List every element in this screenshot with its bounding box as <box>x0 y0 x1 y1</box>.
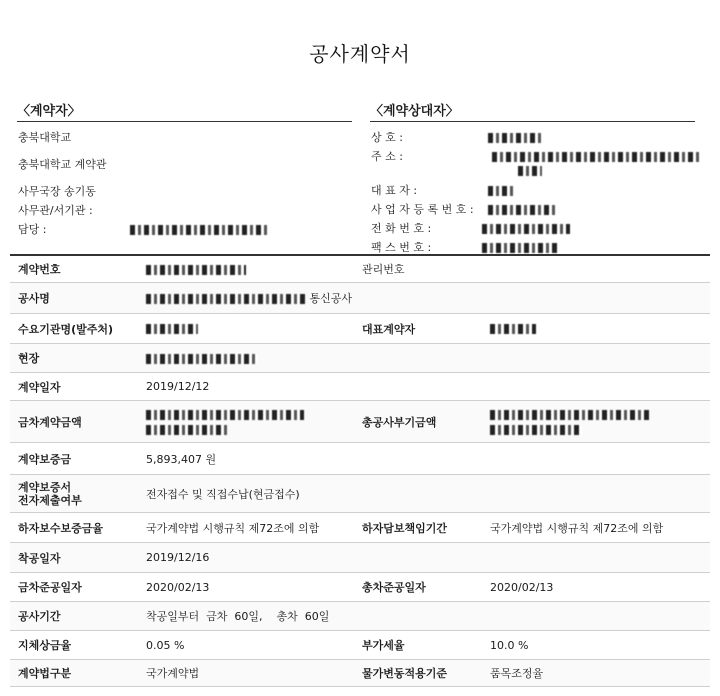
client-label: 수요기관명(발주처) <box>18 322 114 336</box>
price-adjust-value: 품목조정율 <box>490 667 544 680</box>
redacted-amount-line2 <box>146 425 228 435</box>
redacted-staff-contact <box>130 225 270 235</box>
defect-period-value: 국가계약법 시행규칙 제72조에 의함 <box>490 521 664 535</box>
defect-period-label: 하자담보책임기간 <box>362 521 448 535</box>
vat-rate-value: 10.0 % <box>490 638 529 652</box>
counterparty-ceo-label: 대 표 자 : <box>371 184 418 197</box>
vat-rate-label: 부가세율 <box>362 639 405 652</box>
counterparty-phone-label: 전 화 번 호 : <box>371 222 432 235</box>
project-name-label: 공사명 <box>18 292 50 305</box>
contract-no-label: 계약번호 <box>18 263 61 276</box>
redacted-company <box>488 133 543 143</box>
table-row <box>10 543 710 573</box>
period-label: 공사기간 <box>18 610 61 623</box>
counterparty-bizno-label: 사 업 자 등 록 번 호 : <box>371 203 474 216</box>
redacted-contract-no <box>146 265 246 275</box>
contractor-heading: 〈계약자〉 <box>17 100 352 122</box>
redacted-bizno <box>488 205 558 215</box>
table-row <box>10 443 710 475</box>
manage-no-label: 관리번호 <box>362 263 405 276</box>
total-finish-date-label: 총차준공일자 <box>362 581 426 594</box>
total-amount-label: 총공사부기금액 <box>362 415 437 429</box>
redacted-fax <box>482 243 560 253</box>
contractor-office: 충북대학교 계약관 <box>18 158 107 171</box>
contract-date-value: 2019/12/12 <box>146 380 210 393</box>
contractor-staff-label: 담당 : <box>18 223 47 236</box>
law-type-value: 국가계약법 <box>146 667 200 680</box>
counterparty-company-label: 상 호 : <box>371 131 403 144</box>
redacted-site <box>146 354 258 364</box>
redacted-ceo <box>488 186 516 196</box>
redacted-address-line2 <box>518 166 542 176</box>
redacted-total-amount <box>490 410 650 420</box>
period-value: 착공일부터 금차 60일, 총차 60일 <box>146 610 330 623</box>
table-row <box>10 631 710 660</box>
defect-bond-value: 국가계약법 시행규칙 제72조에 의함 <box>146 521 320 535</box>
site-label: 현장 <box>18 352 40 365</box>
table-row <box>10 373 710 401</box>
table-row <box>10 401 710 443</box>
contractor-block <box>17 100 347 239</box>
counterparty-address-label: 주 소 : <box>371 150 403 163</box>
table-row <box>10 314 710 344</box>
bond-cert-value: 전자접수 및 직접수납(현금접수) <box>146 487 300 501</box>
table-row <box>10 513 710 543</box>
table-row <box>10 283 710 314</box>
contractor-director: 사무국장 송기동 <box>18 185 96 198</box>
counterparty-fax-label: 팩 스 번 호 : <box>371 241 432 254</box>
table-row <box>10 256 710 283</box>
table-row <box>10 573 710 602</box>
penalty-rate-label: 지체상금율 <box>18 639 72 652</box>
table-row <box>10 344 710 373</box>
bond-cert-label-2: 전자제출여부 <box>18 493 82 507</box>
contract-date-label: 계약일자 <box>18 380 61 394</box>
redacted-project-name <box>146 294 306 304</box>
bond-cert-label-1: 계약보증서 <box>18 480 72 494</box>
redacted-rep-contractor <box>490 324 536 334</box>
price-adjust-label: 물가변동적용기준 <box>362 667 448 680</box>
redacted-amount <box>146 410 304 420</box>
rep-contractor-label: 대표계약자 <box>362 322 416 336</box>
redacted-total-amount-line2 <box>490 425 582 435</box>
document-title: 공사계약서 <box>309 42 411 66</box>
finish-date-value: 2020/02/13 <box>146 580 210 594</box>
bond-value: 5,893,407 원 <box>146 452 217 466</box>
finish-date-label: 금차준공일자 <box>18 581 82 594</box>
total-finish-date-value: 2020/02/13 <box>490 580 554 594</box>
table-row <box>10 660 710 687</box>
table-row <box>10 475 710 513</box>
redacted-phone <box>482 224 570 234</box>
counterparty-block <box>370 100 710 257</box>
redacted-client <box>146 324 198 334</box>
penalty-rate-value: 0.05 % <box>146 638 185 652</box>
table-row <box>10 602 710 631</box>
project-name-suffix: 통신공사 <box>309 292 353 305</box>
bond-label: 계약보증금 <box>18 452 72 466</box>
start-date-label: 착공일자 <box>18 551 61 565</box>
contractor-officer-label: 사무관/서기관 : <box>18 204 93 217</box>
contractor-org: 충북대학교 <box>18 131 72 144</box>
defect-bond-label: 하자보수보증금율 <box>18 521 104 535</box>
start-date-value: 2019/12/16 <box>146 551 210 564</box>
contract-details-table <box>10 256 710 687</box>
amount-label: 금차계약금액 <box>18 415 82 429</box>
counterparty-heading: 〈계약상대자〉 <box>370 100 695 122</box>
law-type-label: 계약법구분 <box>18 667 72 680</box>
